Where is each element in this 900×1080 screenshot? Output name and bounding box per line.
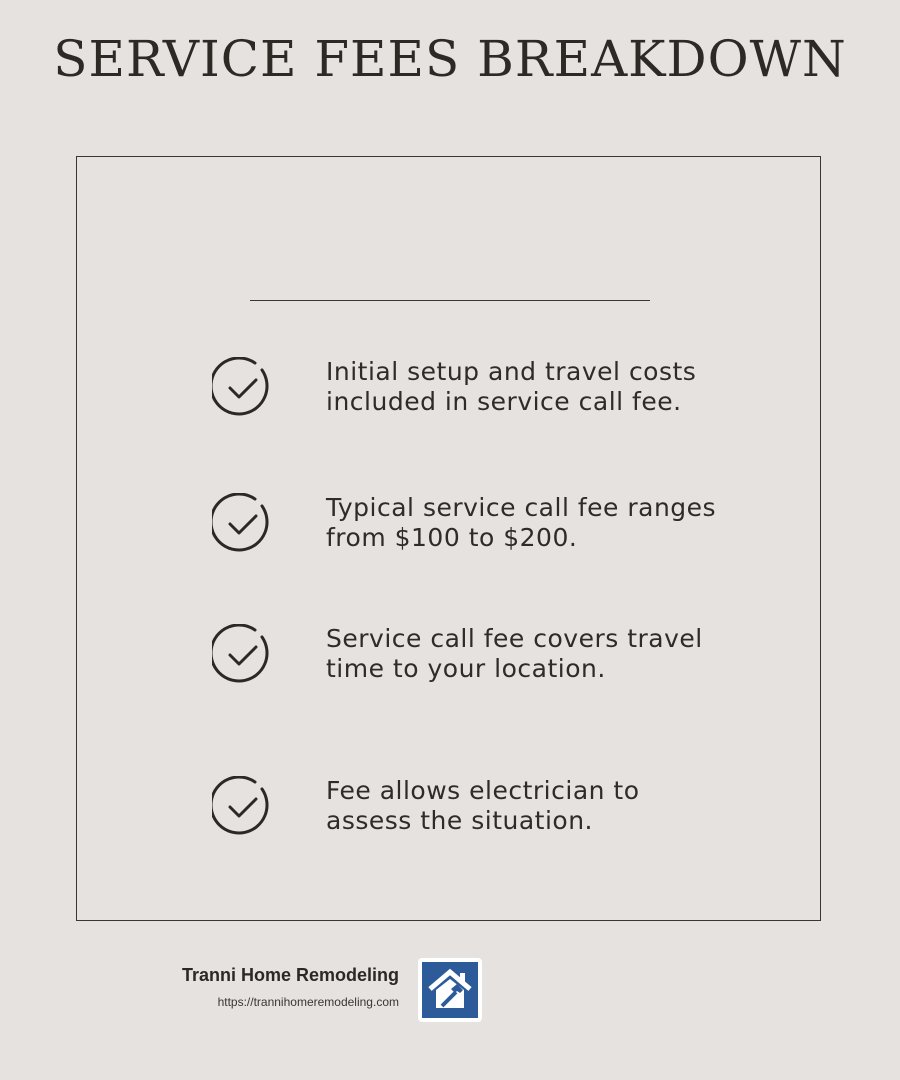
item-line: Service call fee covers travel: [326, 624, 703, 653]
check-circle-icon: [212, 776, 274, 838]
list-item: [212, 493, 772, 557]
house-hammer-icon: [422, 962, 478, 1018]
divider: [250, 300, 650, 301]
item-text: [326, 493, 716, 553]
item-text: [326, 357, 696, 417]
item-line: Typical service call fee ranges: [326, 493, 717, 522]
item-line: time to your location.: [326, 654, 606, 683]
item-text: [326, 624, 703, 684]
check-circle-icon: [212, 357, 274, 419]
item-line: included in service call fee.: [326, 387, 682, 416]
list-item: [212, 357, 772, 421]
item-text: [326, 776, 640, 836]
item-line: assess the situation.: [326, 806, 593, 835]
item-line: Initial setup and travel costs: [326, 357, 697, 386]
check-circle-icon: [212, 624, 274, 686]
brand-logo: [418, 958, 482, 1022]
brand-name: Tranni Home Remodeling: [181, 965, 399, 985]
check-circle-icon: [212, 493, 274, 555]
item-line: Fee allows electrician to: [326, 776, 640, 805]
list-item: [212, 624, 772, 688]
page-title: SERVICE FEES BREAKDOWN: [53, 30, 847, 88]
list-item: [212, 776, 772, 840]
brand-url: https://trannihomeremodeling.com: [217, 995, 399, 1009]
item-line: from $100 to $200.: [326, 523, 578, 552]
